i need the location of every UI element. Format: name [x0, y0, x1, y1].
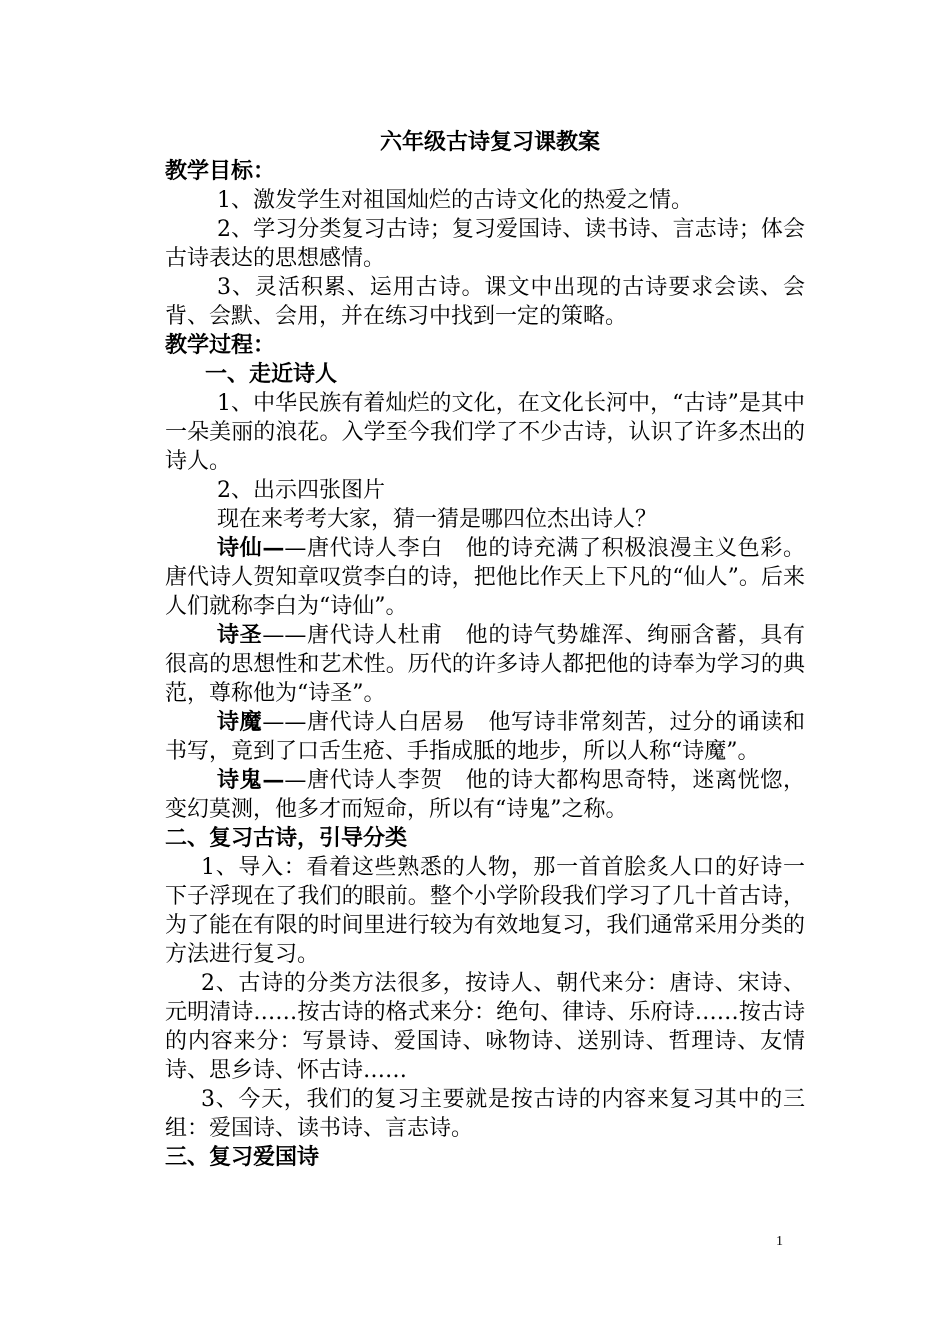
document-body	[165, 128, 805, 1172]
section2-paragraph-1: 1、导入：看着这些熟悉的人物，那一首首脍炙人口的好诗一下子浮现在了我们的眼前。整个小学阶段我们学习了几十首古诗，为了能在有限的时间里进行较为有效地复习，我们通常采用分类的方法进行复习。	[165, 855, 805, 967]
section2-heading: 二、复习古诗，引导分类	[165, 825, 408, 851]
section3-heading: 三、复习爱国诗	[165, 1144, 320, 1170]
poet-text-dufu: ——唐代诗人杜甫 他的诗气势雄浑、绚丽含蓄，具有很高的思想性和艺术性。历代的许多诗人都把他的诗奉为学习的典范，尊称他为“诗圣”。	[165, 623, 805, 706]
poet-name-libai: 诗仙—	[217, 535, 285, 561]
poet-name-lihe: 诗鬼—	[217, 767, 285, 793]
goal-item-2: 2、学习分类复习古诗；复习爱国诗、读书诗、言志诗；体会古诗表达的思想感情。	[165, 217, 805, 271]
section1-heading: 一、走近诗人	[205, 361, 338, 387]
poet-paragraph-dufu	[165, 621, 805, 708]
poet-paragraph-lihe	[165, 766, 805, 824]
goals-heading: 教学目标：	[165, 158, 276, 184]
section1-paragraph-2: 2、出示四张图片	[217, 478, 385, 503]
poet-text-baijuyi: ——唐代诗人白居易 他写诗非常刻苦，过分的诵读和书写，竟到了口舌生疮、手指成胝的地步，所以人称“诗魔”。	[165, 710, 805, 764]
section2-paragraph-2: 2、古诗的分类方法很多，按诗人、朝代来分：唐诗、宋诗、元明清诗……按古诗的格式来分：绝句、律诗、乐府诗……按古诗的内容来分：写景诗、爱国诗、咏物诗、送别诗、哲理诗、友情诗、思乡诗、怀古诗……	[165, 971, 805, 1083]
poet-name-baijuyi: 诗魔	[217, 709, 263, 735]
goal-item-3: 3、灵活积累、运用古诗。课文中出现的古诗要求会读、会背、会默、会用，并在练习中找到一定的策略。	[165, 275, 805, 329]
section1-paragraph-1: 1、中华民族有着灿烂的文化，在文化长河中，“古诗”是其中一朵美丽的浪花。入学至今我们学了不少古诗，认识了许多杰出的诗人。	[165, 391, 805, 474]
section2-paragraph-3: 3、今天，我们的复习主要就是按古诗的内容来复习其中的三组：爱国诗、读书诗、言志诗。	[165, 1087, 805, 1141]
goal-item-1: 1、激发学生对祖国灿烂的古诗文化的热爱之情。	[217, 188, 693, 213]
poet-text-lihe: —唐代诗人李贺 他的诗大都构思奇特，迷离恍惚，变幻莫测，他多才而短命，所以有“诗鬼”之称。	[165, 768, 805, 822]
page-title: 六年级古诗复习课教案	[379, 129, 600, 155]
page-number: 1	[776, 1234, 783, 1249]
poet-text-libai: —唐代诗人李白 他的诗充满了积极浪漫主义色彩。唐代诗人贺知章叹赏李白的诗，把他比作天上下凡的“仙人”。后来人们就称李白为“诗仙”。	[165, 536, 805, 619]
poet-paragraph-libai	[165, 534, 805, 621]
process-heading: 教学过程：	[165, 332, 276, 358]
poet-name-dufu: 诗圣	[217, 622, 263, 648]
poet-paragraph-baijuyi	[165, 708, 805, 766]
section1-paragraph-3: 现在来考考大家，猜一猜是哪四位杰出诗人？	[217, 507, 658, 532]
